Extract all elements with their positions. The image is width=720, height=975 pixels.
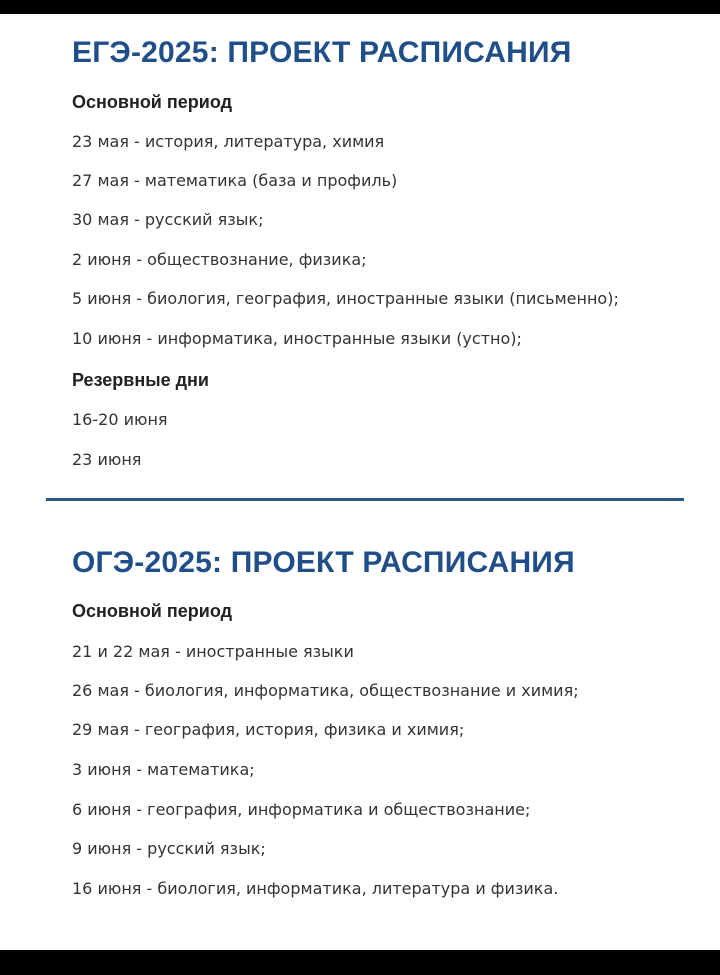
ege-reserve-days-heading: Резервные дни (72, 370, 209, 390)
ege-reserve-item: 23 июня (72, 450, 142, 469)
oge-schedule-item: 6 июня - география, информатика и обществознание; (72, 800, 531, 819)
ege-reserve-item: 16-20 июня (72, 410, 168, 429)
oge-schedule-item: 16 июня - биология, информатика, литература и физика. (72, 879, 559, 898)
oge-schedule-item: 21 и 22 мая - иностранные языки (72, 642, 354, 661)
ege-title: ЕГЭ-2025: ПРОЕКТ РАСПИСАНИЯ (72, 36, 572, 69)
ege-schedule-item: 10 июня - информатика, иностранные языки (устно); (72, 329, 522, 348)
oge-title: ОГЭ-2025: ПРОЕКТ РАСПИСАНИЯ (72, 546, 575, 579)
ege-schedule-item: 27 мая - математика (база и профиль) (72, 171, 398, 190)
section-divider (46, 498, 684, 501)
oge-schedule-item: 29 мая - география, история, физика и химия; (72, 720, 465, 739)
document-page (0, 14, 720, 950)
oge-schedule-item: 9 июня - русский язык; (72, 839, 266, 858)
oge-main-period-heading: Основной период (72, 601, 233, 621)
oge-schedule-item: 3 июня - математика; (72, 760, 255, 779)
ege-schedule-item: 30 мая - русский язык; (72, 210, 264, 229)
ege-schedule-item: 23 мая - история, литература, химия (72, 132, 385, 151)
ege-main-period-heading: Основной период (72, 92, 233, 112)
ege-schedule-item: 2 июня - обществознание, физика; (72, 250, 367, 269)
ege-schedule-item: 5 июня - биология, география, иностранные языки (письменно); (72, 289, 619, 308)
oge-schedule-item: 26 мая - биология, информатика, обществознание и химия; (72, 681, 579, 700)
